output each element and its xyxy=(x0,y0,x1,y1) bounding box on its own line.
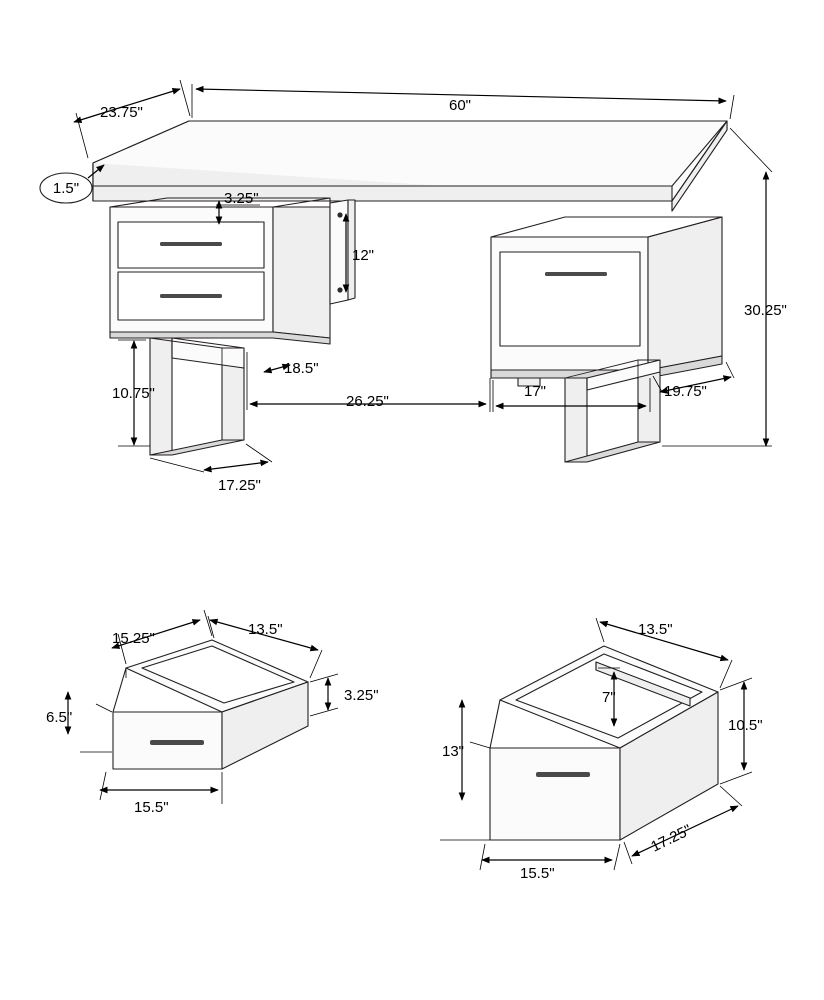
dim-label-fd-inner-width: 13.5" xyxy=(638,621,673,638)
dim-label-fd-face-width: 15.5" xyxy=(520,865,555,882)
dim-sd-side-height xyxy=(310,674,379,716)
dim-label-knee-space: 26.25" xyxy=(346,393,389,410)
dim-pedestal-depth-left xyxy=(264,360,319,377)
dim-label-modesty-panel: 12" xyxy=(352,247,375,264)
dim-label-pedestal-depth-left: 18.5" xyxy=(284,360,319,377)
dim-width-top xyxy=(192,84,734,119)
dim-label-fd-depth: 17.25" xyxy=(648,821,695,856)
left-leg xyxy=(150,338,244,455)
left-pedestal xyxy=(110,198,330,344)
dim-label-sd-depth: 15.25" xyxy=(112,630,155,647)
dim-label-fd-face-height: 13" xyxy=(442,743,465,760)
small-drawer-view xyxy=(46,610,379,816)
dim-label-width-top: 60" xyxy=(449,97,472,114)
dim-leg-clearance xyxy=(112,340,155,446)
dim-fd-side-height xyxy=(720,678,763,784)
dim-label-fd-divider: 7" xyxy=(602,689,616,706)
dim-fd-face-width xyxy=(480,844,620,882)
dim-label-sd-face-height: 6.5" xyxy=(46,709,73,726)
dim-label-leg-clearance: 10.75" xyxy=(112,385,155,402)
dim-label-sd-side-height: 3.25" xyxy=(344,687,379,704)
dim-label-sd-face-width: 15.5" xyxy=(134,799,169,816)
dim-label-fd-side-height: 10.5" xyxy=(728,717,763,734)
dim-label-pedestal-width-right: 17" xyxy=(524,383,547,400)
main-desk-view xyxy=(40,80,787,494)
dim-label-total-height: 30.25" xyxy=(744,302,787,319)
dim-label-leg-depth-left: 17.25" xyxy=(218,477,261,494)
dim-fd-face-height xyxy=(440,700,490,840)
dim-label-drawer-face-small: 3.25" xyxy=(224,190,259,207)
dim-sd-face-height xyxy=(46,692,112,752)
file-drawer-view xyxy=(440,618,763,882)
dim-label-pedestal-depth-right: 19.75" xyxy=(664,383,707,400)
dim-sd-face-width xyxy=(100,772,222,816)
right-pedestal xyxy=(491,217,722,378)
dim-label-sd-inner-width: 13.5" xyxy=(248,621,283,638)
dim-label-top-thickness: 1.5" xyxy=(52,180,80,197)
dim-label-depth-top: 23.75" xyxy=(100,104,143,121)
